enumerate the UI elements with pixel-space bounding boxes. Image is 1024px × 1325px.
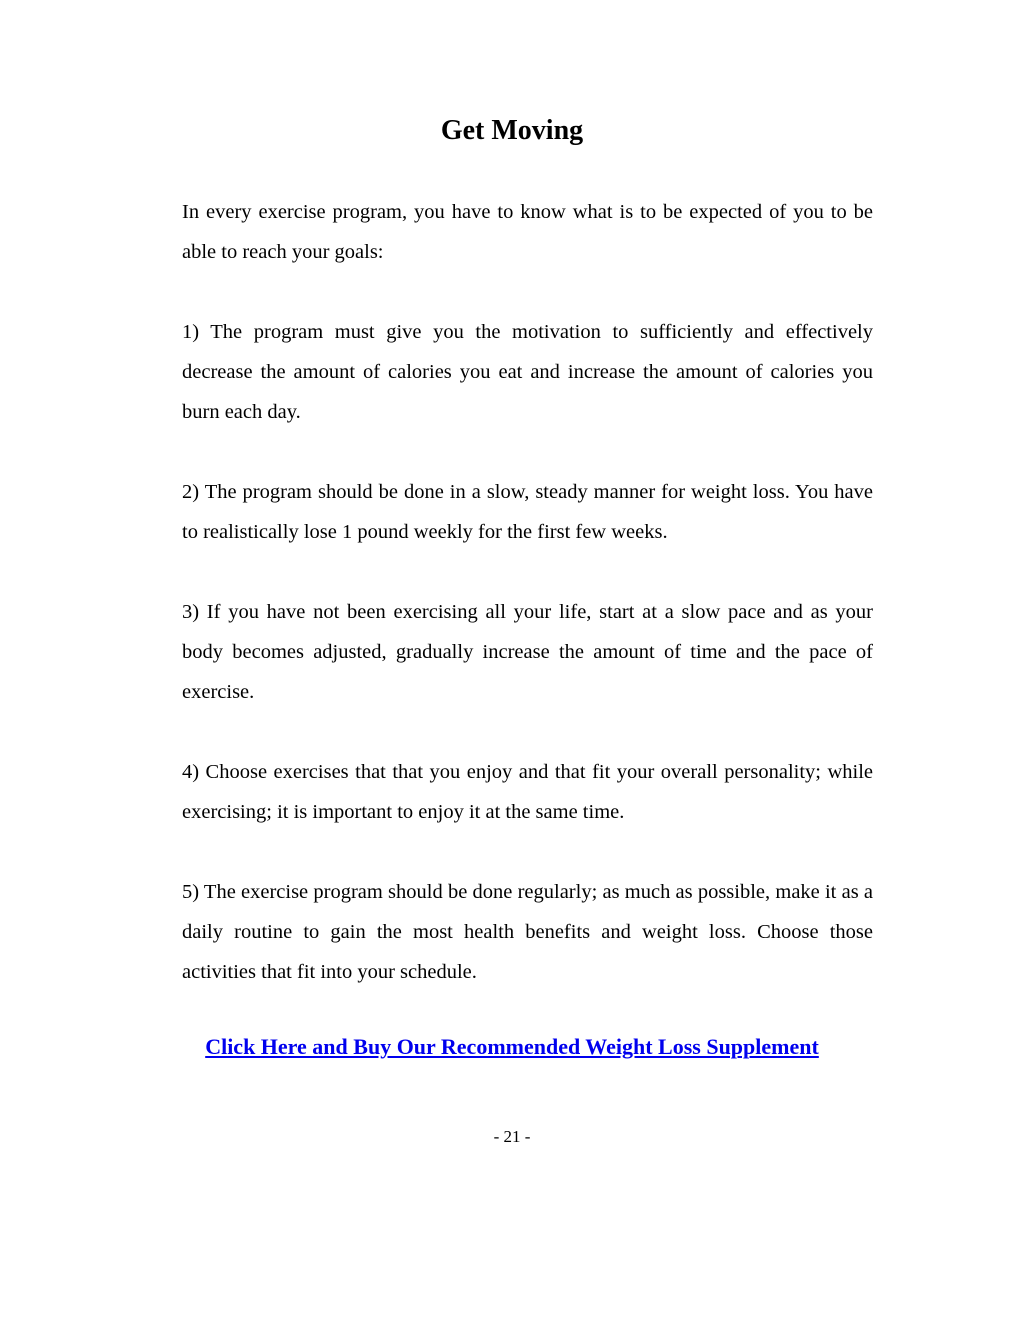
paragraph-item-3: 3) If you have not been exercising all your life, start at a slow pace and as your body becomes adjusted, gradually increase the amount of time and the pace of exercise. <box>182 601 873 703</box>
page-body <box>0 147 1024 992</box>
footer-link-row <box>0 1032 1024 1065</box>
paragraph-intro: In every exercise program, you have to know what is to be expected of you to be able to reach your goals: <box>182 201 873 263</box>
page-number: - 21 - <box>493 1127 531 1146</box>
paragraph-item-5: 5) The exercise program should be done regularly; as much as possible, make it as a daily routine to gain the most health benefits and weight loss. Choose those activities that fit into your schedule. <box>182 881 873 983</box>
paragraph-item-4: 4) Choose exercises that that you enjoy and that fit your overall personality; while exercising; it is important to enjoy it at the same time. <box>182 761 873 823</box>
buy-supplement-link[interactable]: Click Here and Buy Our Recommended Weight Loss Supplement <box>205 1034 819 1059</box>
page-title: Get Moving <box>440 115 584 146</box>
paragraph-item-1: 1) The program must give you the motivation to sufficiently and effectively decrease the amount of calories you eat and increase the amount of calories you burn each day. <box>182 321 873 423</box>
paragraph-item-2: 2) The program should be done in a slow, steady manner for weight loss. You have to realistically lose 1 pound weekly for the first few weeks. <box>182 481 873 543</box>
